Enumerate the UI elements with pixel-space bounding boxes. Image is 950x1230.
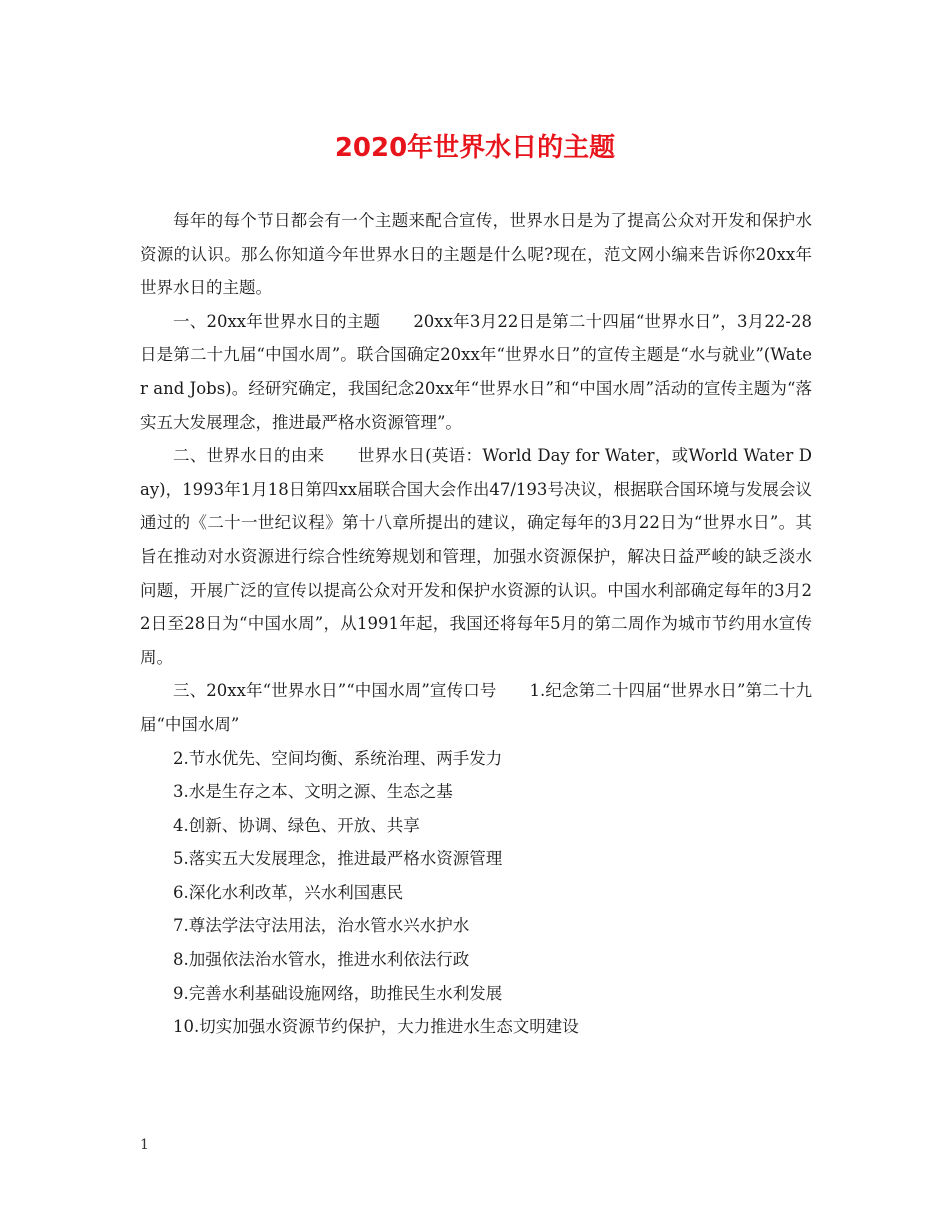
slogan-3: 3.水是生存之本、文明之源、生态之基 [173,782,453,802]
intro-paragraph: 每年的每个节日都会有一个主题来配合宣传，世界水日是为了提高公众对开发和保护水资源的认识。那么你知道今年世界水日的主题是什么呢?现在，范文网小编来告诉你20xx年世界水日的主题。 [140,211,812,298]
section-3-paragraph [140,674,812,741]
section-3-heading: 三、20xx年“世界水日”“中国水周”宣传口号 [173,681,497,701]
slogan-1: 1.纪念第二十四届“世界水日”第二十九届“中国水周” [140,681,812,734]
section-1-heading: 一、20xx年世界水日的主题 [173,311,381,331]
page-number: 1 [140,1137,149,1153]
slogan-6: 6.深化水利改革，兴水利国惠民 [173,882,404,902]
slogan-10: 10.切实加强水资源节约保护，大力推进水生态文明建设 [173,1017,579,1037]
slogan-5: 5.落实五大发展理念，推进最严格水资源管理 [173,849,503,869]
slogan-2: 2.节水优先、空间均衡、系统治理、两手发力 [173,748,503,768]
slogan-8: 8.加强依法治水管水，推进水利依法行政 [173,950,470,970]
page-title: 2020年世界水日的主题 [334,133,616,163]
slogan-4: 4.创新、协调、绿色、开放、共享 [173,815,420,835]
slogan-7: 7.尊法学法守法用法，治水管水兴水护水 [173,916,470,936]
section-2-paragraph [140,439,812,674]
document-body [140,204,812,1044]
section-2-heading: 二、世界水日的由来 [173,446,325,466]
section-1-text: 20xx年3月22日是第二十四届“世界水日”，3月22-28日是第二十九届“中国水周”。联合国确定20xx年“世界水日”的宣传主题是“水与就业”(Water and Jobs)。经研究确定，我国纪念20xx年“世界水日”和“中国水周”活动的宣传主题为“落实五大发展理念，推进最严格水资源管理”。 [140,311,812,432]
section-2-text: 世界水日(英语：World Day for Water，或World Water Day)，1993年1月18日第四xx届联合国大会作出47/193号决议，根据联合国环境与发展会议通过的《二十一世纪议程》第十八章所提出的建议，确定每年的3月22日为“世界水日”。其旨在推动对水资源进行综合性统筹规划和管理，加强水资源保护，解决日益严峻的缺乏淡水问题，开展广泛的宣传以提高公众对开发和保护水资源的认识。中国水利部确定每年的3月22日至28日为“中国水周”，从1991年起，我国还将每年5月的第二周作为城市节约用水宣传周。 [140,446,813,667]
slogan-9: 9.完善水利基础设施网络，助推民生水利发展 [173,983,503,1003]
section-1-paragraph [140,305,812,439]
